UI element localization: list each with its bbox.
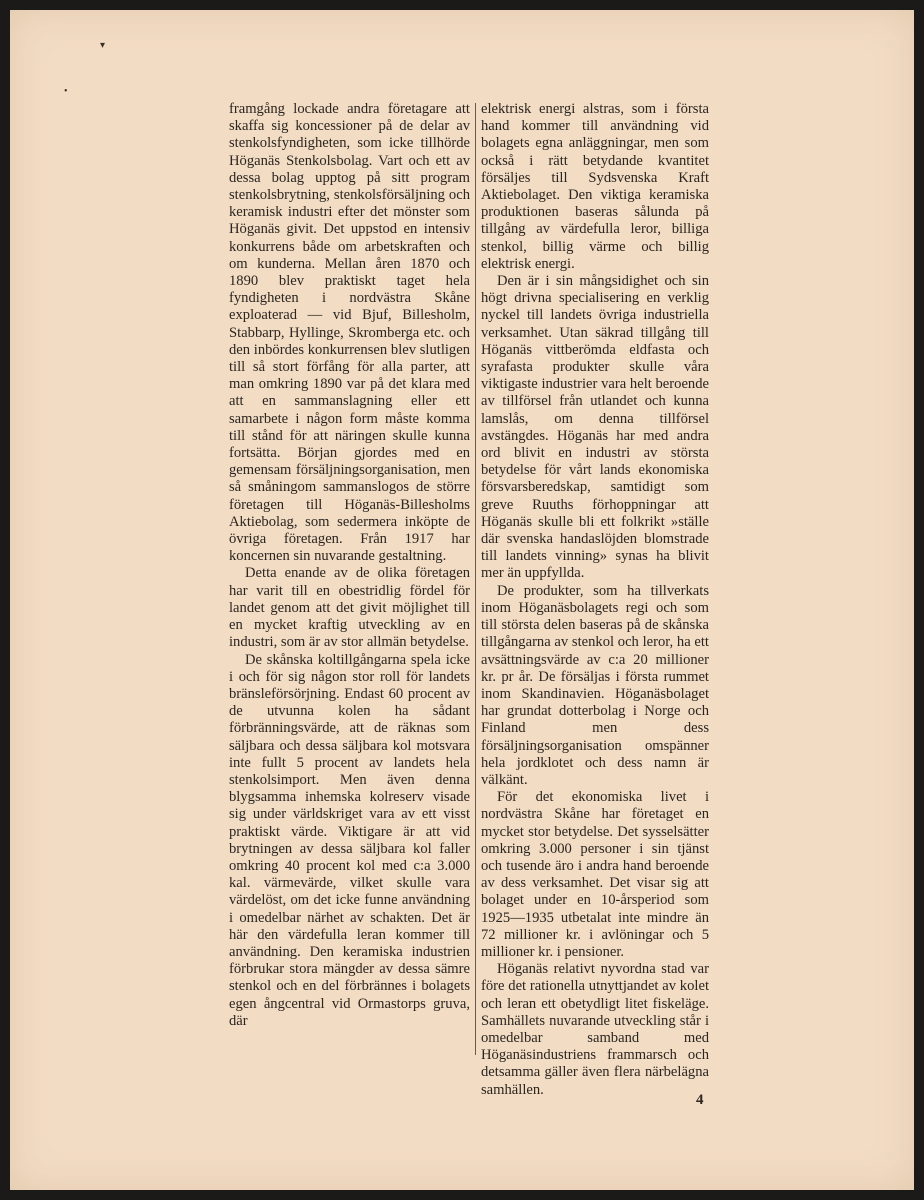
margin-mark: • bbox=[64, 86, 68, 97]
text-column-right bbox=[481, 101, 709, 1099]
paragraph: De produkter, som ha tillverkats inom Höganäsbolagets regi och som till största delen baseras på de skånska tillgångarna av stenkol och leror, ha ett avsättningsvärde av c:a 20 millioner kr. pr år. De försäljas i första rummet inom Skandinavien. Höganäsbolaget har grundat dotterbolag i Norge och Finland men dess försäljningsorganisation omspänner hela jordklotet och dess namn är välkänt. bbox=[481, 582, 709, 788]
paragraph: elektrisk energi alstras, som i första hand kommer till användning vid bolagets egna anläggningar, men som också i rätt betydande kvantitet försäljes till Sydsvenska Kraft Aktiebolaget. Den viktiga keramiska produktionen baseras sålunda på tillgång av värdefulla leror, billiga stenkol, billig värme och billig elektrisk energi. bbox=[481, 101, 709, 272]
paragraph: Den är i sin mångsidighet och sin högt drivna specialisering en verklig nyckel till landets övriga industriella verksamhet. Utan säkrad tillgång till Höganäs vittberömda eldfasta och syrafasta produkter skulle våra viktigaste industrier vara helt beroende av tillförsel från utlandet och kunna lamslås, om denna tillförsel avstängdes. Höganäs har med andra ord blivit en industri av största betydelse för vårt lands ekonomiska försvarsberedskap, samtidigt som greve Ruuths förhoppningar att Höganäs skulle bli ett folkrikt »ställe där svenska handaslöjden blomstrade till landets vinning» synas ha blivit mer än uppfyllda. bbox=[481, 273, 709, 582]
text-column-left bbox=[229, 101, 470, 1030]
paragraph: För det ekonomiska livet i nordvästra Skåne har företaget en mycket stor betydelse. Det sysselsätter omkring 3.000 personer i sin tjänst och tusende äro i andra hand beroende av dess verksamhet. Det visar sig att bolaget under en 10-årsperiod som 1925—1935 utbetalat inte mindre än 72 millioner kr. i avlöningar och 5 millioner kr. i pensioner. bbox=[481, 789, 709, 960]
column-divider bbox=[475, 103, 476, 1055]
paragraph: De skånska koltillgångarna spela icke i och för sig någon stor roll för landets bränsleförsörjning. Endast 60 procent av de utvunna kolen ha sådant förbränningsvärde, att de räknas som säljbara och dessa säljbara kol motsvara inte fullt 5 procent av landets hela stenkolsimport. Men även denna blygsamma inhemska kolreserv visade sig under världskriget vara av ett visst praktiskt värde. Viktigare är att vid brytningen av dessa säljbara kol faller omkring 40 procent kol med c:a 3.000 kal. värmevärde, vilket skulle vara värdelöst, om det icke funne användning i omedelbar närhet av schakten. Det är här den värdefulla leran kommer till användning. Den keramiska industrien förbrukar stora mängder av dessa sämre stenkol och en del förbrännes i bolagets egen ångcentral vid Ormastorps gruva, där bbox=[229, 651, 470, 1029]
paragraph: Detta enande av de olika företagen har varit till en obestridlig fördel för landet genom att det givit möjlighet till en mycket kraftig utveckling av en industri, som är av stor allmän betydelse. bbox=[229, 565, 470, 651]
document-page bbox=[10, 10, 914, 1190]
paragraph: Höganäs relativt nyvordna stad var före det rationella utnyttjandet av kolet och leran ett obetydligt litet fiskeläge. Samhällets nuvarande utveckling står i omedelbar samband med Höganäsindustriens frammarsch och detsamma gäller även flera närbelägna samhällen. bbox=[481, 961, 709, 1098]
margin-mark: ▾ bbox=[100, 40, 106, 51]
paragraph: framgång lockade andra företagare att skaffa sig koncessioner på de delar av stenkolsfyndigheten, som icke tillhörde Höganäs Stenkolsbolag. Vart och ett av dessa bolag upptog på sitt program stenkolsbrytning, stenkolsförsäljning och keramisk industri efter det mönster som Höganäs givit. Det uppstod en intensiv konkurrens både om arbetskraften och om kunderna. Mellan åren 1870 och 1890 blev praktiskt taget hela fyndigheten i nordvästra Skåne exploaterad — vid Bjuf, Billesholm, Stabbarp, Hyllinge, Skromberga etc. och den inbördes konkurrensen blev slutligen till så stort förfång för alla parter, att man omkring 1890 var på det klara med att en sammanslagning eller ett samarbete i någon form måste komma till stånd för att näringen skulle kunna fortsätta. Början gjordes med en gemensam försäljningsorganisation, men så småningom sammanslogos de större företagen till Höganäs-Billesholms Aktiebolag, som sedermera inköpte de övriga företagen. Från 1917 har koncernen sin nuvarande gestaltning. bbox=[229, 101, 470, 565]
page-number: 4 bbox=[696, 1092, 704, 1108]
